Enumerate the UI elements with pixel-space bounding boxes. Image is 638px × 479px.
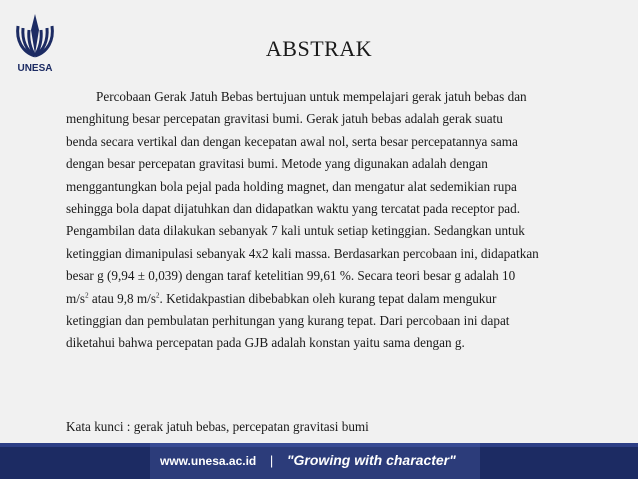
paragraph-line: benda secara vertikal dan dengan kecepatan awal nol, serta besar percepatannya sama	[66, 133, 518, 149]
slide-title: ABSTRAK	[265, 36, 373, 61]
footer-banner	[0, 443, 638, 479]
abstract-paragraph	[66, 86, 606, 355]
paragraph-line: Pengambilan data dilakukan sebanyak 7 kali untuk setiap ketinggian. Sedangkan untuk	[66, 223, 525, 239]
paragraph-line: dengan besar percepatan gravitasi bumi. Metode yang digunakan adalah dengan	[66, 156, 488, 172]
paragraph-line: ketinggian dimanipulasi sebanyak 4x2 kali massa. Berdasarkan percobaan ini, didapatkan	[66, 245, 539, 261]
keywords-line: Kata kunci : gerak jatuh bebas, percepatan gravitasi bumi	[66, 419, 369, 434]
footer-tagline: "Growing with character"	[286, 452, 456, 468]
superscript: 2	[155, 291, 160, 300]
logo-text: UNESA	[17, 63, 53, 74]
footer-url-link[interactable]: www.unesa.ac.id	[160, 454, 257, 468]
line-text: . Ketidakpastian dibebabkan oleh kurang tepat dalam mengukur	[159, 290, 497, 306]
unit-text: atau 9,8 m/s	[88, 290, 156, 306]
paragraph-line: menggantungkan bola pejal pada holding magnet, dan mengatur alat sedemikian rupa	[66, 178, 517, 194]
paragraph-line: Percobaan Gerak Jatuh Bebas bertujuan untuk mempelajari gerak jatuh bebas dan	[96, 89, 527, 104]
paragraph-line	[66, 288, 606, 310]
superscript: 2	[85, 291, 89, 300]
paragraph-line: diketahui bahwa percepatan pada GJB adalah konstan yaitu sama dengan g.	[66, 335, 465, 351]
paragraph-line: besar g (9,94 ± 0,039) dengan taraf ketelitian 99,61 %. Secara teori besar g adalah 10	[66, 268, 516, 284]
paragraph-line: ketinggian dan pembulatan perhitungan yang kurang tepat. Dari percobaan ini dapat	[66, 312, 510, 328]
footer-text	[160, 452, 456, 468]
footer-separator: |	[269, 453, 274, 468]
paragraph-line: menghitung besar percepatan gravitasi bumi. Gerak jatuh bebas adalah gerak suatu	[66, 111, 503, 127]
unit-text: m/s	[66, 290, 86, 306]
paragraph-line: sehingga bola dapat dijatuhkan dan didapatkan waktu yang tercatat pada receptor pad.	[66, 200, 521, 216]
